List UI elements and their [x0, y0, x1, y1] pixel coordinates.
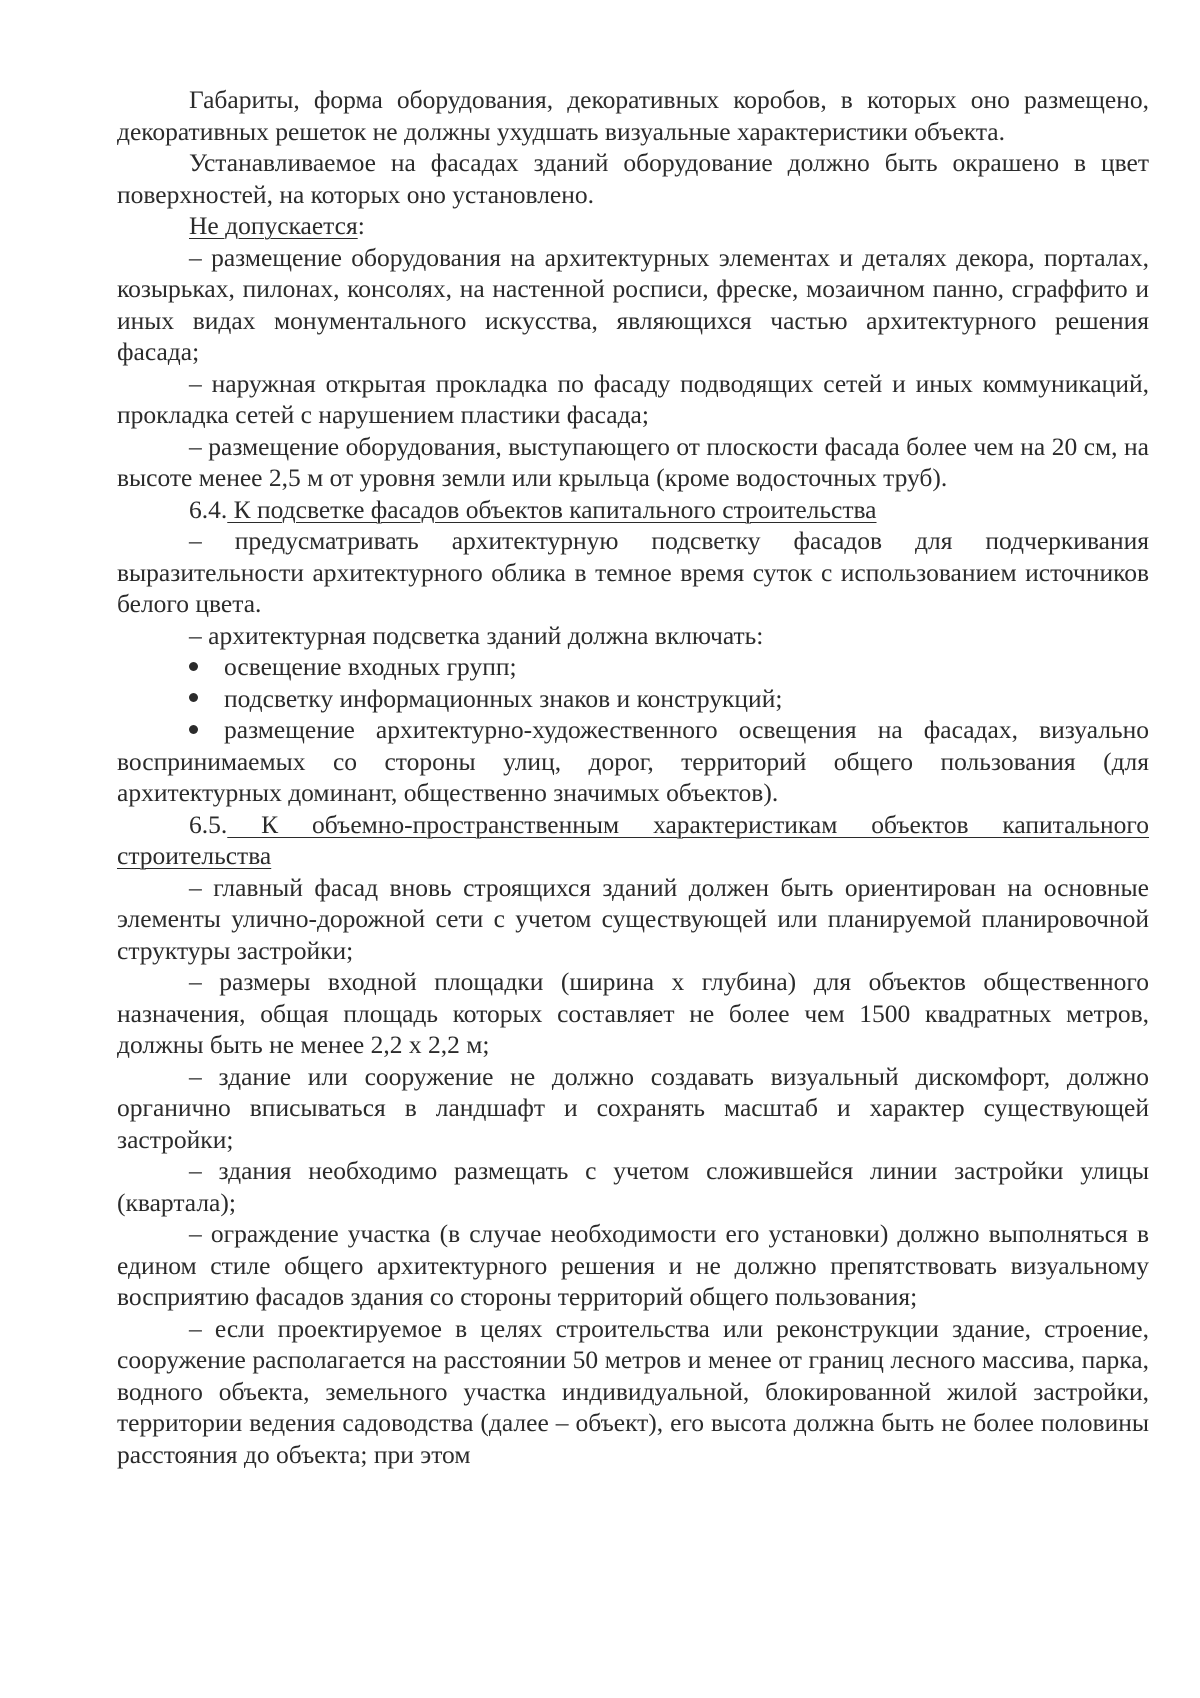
section-6-5-heading	[117, 809, 1149, 872]
bullet-icon	[189, 725, 198, 734]
paragraph-lighting-provide: – предусматривать архитектурную подсветку фасадов для подчеркивания выразительности архитектурного облика в темное время суток с использованием источников белого цвета.	[117, 526, 1149, 618]
bullet-item-entrance	[117, 651, 1149, 683]
bullet-text: размещение архитектурно-художественного освещения на фасадах, визуально воспринимаемых со стороны улиц, дорог, территорий общего пользования (для архитектурных доминант, общественно значимых объектов).	[117, 715, 1149, 807]
section-6-5-number: 6.5.	[189, 809, 228, 839]
bullet-text: подсветку информационных знаков и конструкций;	[224, 683, 783, 713]
section-6-4-title: К подсветке фасадов объектов капитального строительства	[227, 494, 877, 524]
paragraph-fence: – ограждение участка (в случае необходимости его установки) должно выполняться в едином стиле общего архитектурного решения и не должно препятствовать визуальному восприятию фасадов здания со стороны территорий общего пользования;	[117, 1219, 1149, 1311]
document-page	[117, 84, 1149, 1470]
not-allowed-heading-text: Не допускается	[189, 211, 358, 240]
paragraph-visual-comfort: – здание или сооружение не должно создавать визуальный дискомфорт, должно органично вписываться в ландшафт и сохранять масштаб и характер существующей застройки;	[117, 1061, 1149, 1154]
section-6-4-heading	[117, 494, 1149, 526]
paragraph-lighting-include: – архитектурная подсветка зданий должна включать:	[189, 620, 764, 650]
paragraph-not-allowed-networks: – наружная открытая прокладка по фасаду подводящих сетей и иных коммуникаций, прокладка сетей с нарушением пластики фасада;	[117, 368, 1149, 429]
paragraph-equipment-color: Устанавливаемое на фасадах зданий оборудование должно быть окрашено в цвет поверхностей, на которых оно установлено.	[117, 148, 1149, 209]
paragraph-main-facade: – главный фасад вновь строящихся зданий должен быть ориентирован на основные элементы улично-дорожной сети с учетом существующей или планируемой планировочной структуры застройки;	[117, 872, 1149, 965]
paragraph-height-limit: – если проектируемое в целях строительства или реконструкции здание, строение, сооружение располагается на расстоянии 50 метров и менее от границ лесного массива, парка, водного объекта, земельного участка индивидуальной, блокированной жилой застройки, территории ведения садоводства (далее – объект), его высота должна быть не более половины расстояния до объекта; при этом	[117, 1313, 1149, 1469]
paragraph-entrance-platform: – размеры входной площадки (ширина х глубина) для объектов общественного назначения, общая площадь которых составляет не более чем 1500 квадратных метров, должны быть не менее 2,2 х 2,2 м;	[117, 967, 1149, 1059]
bullet-text: освещение входных групп;	[224, 652, 517, 681]
paragraph-not-allowed-protruding: – размещение оборудования, выступающего от плоскости фасада более чем на 20 см, на высоте менее 2,5 м от уровня земли или крыльца (кроме водосточных труб).	[117, 431, 1149, 492]
not-allowed-heading-colon: :	[357, 211, 365, 240]
bullet-item-facades	[117, 714, 1149, 809]
bullet-item-signs	[117, 683, 1149, 715]
paragraph-equipment-dimensions: Габариты, форма оборудования, декоративных коробов, в которых оно размещено, декоративных решеток не должны ухудшать визуальные характеристики объекта.	[117, 85, 1149, 146]
not-allowed-heading	[117, 210, 1149, 242]
section-6-5-title: К объемно-пространственным характеристикам объектов капитального строительства	[117, 809, 1149, 870]
bullet-icon	[189, 662, 198, 671]
bullet-icon	[189, 693, 198, 702]
section-6-4-number: 6.4.	[189, 494, 228, 524]
paragraph-not-allowed-architectural: – размещение оборудования на архитектурных элементах и деталях декора, порталах, козырьках, пилонах, консолях, на настенной росписи, фреске, мозаичном панно, сграффито и иных видах монументального искусства, являющихся частью архитектурного решения фасада;	[117, 242, 1149, 366]
paragraph-building-line: – здания необходимо размещать с учетом сложившейся линии застройки улицы (квартала);	[117, 1156, 1149, 1217]
